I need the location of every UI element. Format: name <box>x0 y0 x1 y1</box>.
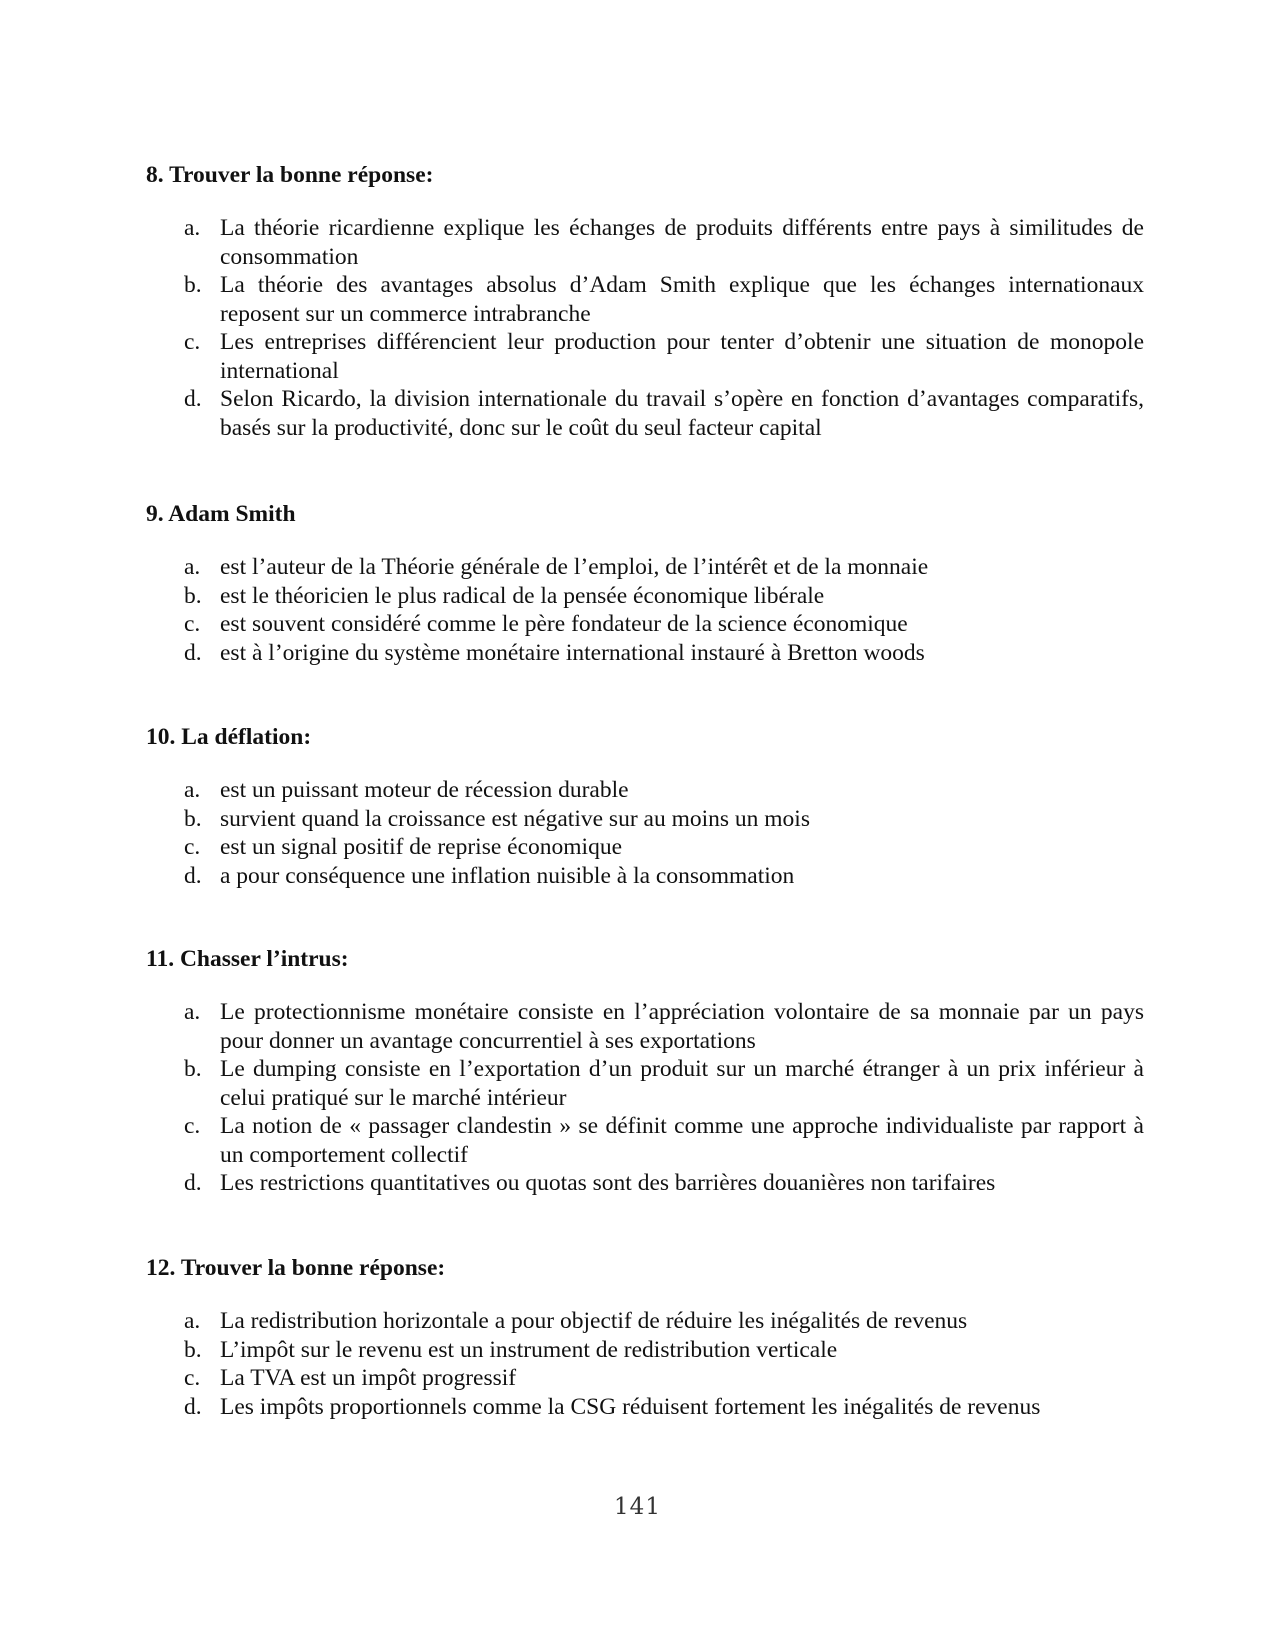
answer-option-a <box>146 553 1144 582</box>
option-letter: c. <box>184 329 201 355</box>
option-letter: c. <box>184 1113 201 1139</box>
answer-option-b <box>146 1336 1144 1365</box>
option-letter: d. <box>184 386 202 412</box>
answer-option-b <box>146 582 1144 611</box>
question-9 <box>146 500 1144 667</box>
question-title: 9. Adam Smith <box>146 501 296 527</box>
answer-option-c <box>146 610 1144 639</box>
option-letter: b. <box>184 1056 202 1082</box>
option-text: est un signal positif de reprise économique <box>220 834 623 860</box>
option-text: est à l’origine du système monétaire international instauré à Bretton woods <box>220 639 925 666</box>
option-letter: a. <box>184 554 201 580</box>
option-text: La théorie ricardienne explique les échanges de produits différents entre pays à similitudes de consommation <box>220 215 1144 270</box>
option-letter: a. <box>184 777 201 803</box>
option-text: L’impôt sur le revenu est un instrument de redistribution verticale <box>220 1336 838 1363</box>
question-8 <box>146 161 1144 442</box>
option-text: Les impôts proportionnels comme la CSG réduisent fortement les inégalités de revenus <box>220 1393 1041 1420</box>
option-text: Le protectionnisme monétaire consiste en l’appréciation volontaire de sa monnaie par un pays pour donner un avantage concurrentiel à ses exportations <box>220 999 1144 1054</box>
answer-list <box>146 998 1144 1198</box>
option-letter: d. <box>184 1170 202 1196</box>
answer-option-c <box>146 328 1144 385</box>
answer-option-c <box>146 1112 1144 1169</box>
option-letter: a. <box>184 215 201 241</box>
option-text: Les restrictions quantitatives ou quotas sont des barrières douanières non tarifaires <box>220 1170 996 1196</box>
question-title: 8. Trouver la bonne réponse: <box>146 162 434 188</box>
option-letter: b. <box>184 805 202 832</box>
option-letter: b. <box>184 272 202 298</box>
option-letter: b. <box>184 582 202 609</box>
option-text: La théorie des avantages absolus d’Adam Smith explique que les échanges internationaux reposent sur un commerce intrabranche <box>220 272 1144 327</box>
option-text: La notion de « passager clandestin » se définit comme une approche individualiste par rapport à un comportement collectif <box>220 1113 1144 1168</box>
option-text: est l’auteur de la Théorie générale de l’emploi, de l’intérêt et de la monnaie <box>220 554 929 580</box>
option-text: a pour conséquence une inflation nuisible à la consommation <box>220 862 795 889</box>
answer-option-c <box>146 833 1144 862</box>
question-title: 10. La déflation: <box>146 724 312 750</box>
option-text: survient quand la croissance est négative sur au moins un mois <box>220 805 810 832</box>
question-11 <box>146 945 1144 1198</box>
question-title: 12. Trouver la bonne réponse: <box>146 1255 446 1281</box>
answer-option-a <box>146 1307 1144 1336</box>
option-text: La redistribution horizontale a pour objectif de réduire les inégalités de revenus <box>220 1308 968 1334</box>
option-letter: d. <box>184 639 202 666</box>
answer-list <box>146 553 1144 667</box>
answer-option-d <box>146 639 1144 668</box>
option-letter: a. <box>184 1308 201 1334</box>
option-text: Selon Ricardo, la division internationale du travail s’opère en fonction d’avantages comparatifs, basés sur la productivité, donc sur le coût du seul facteur capital <box>220 386 1144 441</box>
answer-option-b <box>146 805 1144 834</box>
option-letter: c. <box>184 611 201 637</box>
option-text: est le théoricien le plus radical de la pensée économique libérale <box>220 582 825 609</box>
page-number: 141 <box>614 1494 661 1520</box>
option-text: Le dumping consiste en l’exportation d’un produit sur un marché étranger à un prix inférieur à celui pratiqué sur le marché intérieur <box>220 1056 1144 1111</box>
answer-option-b <box>146 271 1144 328</box>
option-letter: c. <box>184 1365 201 1391</box>
option-text: est un puissant moteur de récession durable <box>220 777 629 803</box>
answer-list <box>146 776 1144 890</box>
answer-option-a <box>146 776 1144 805</box>
answer-option-a <box>146 214 1144 271</box>
answer-option-b <box>146 1055 1144 1112</box>
answer-option-d <box>146 862 1144 891</box>
answer-option-a <box>146 998 1144 1055</box>
answer-list <box>146 214 1144 442</box>
option-letter: a. <box>184 999 201 1025</box>
option-letter: d. <box>184 862 202 889</box>
option-letter: b. <box>184 1336 202 1363</box>
answer-option-d <box>146 1393 1144 1422</box>
answer-option-d <box>146 1169 1144 1198</box>
answer-list <box>146 1307 1144 1421</box>
option-text: La TVA est un impôt progressif <box>220 1365 517 1391</box>
question-12 <box>146 1254 1144 1421</box>
option-letter: d. <box>184 1393 202 1420</box>
answer-option-d <box>146 385 1144 442</box>
question-title: 11. Chasser l’intrus: <box>146 946 349 972</box>
option-letter: c. <box>184 834 201 860</box>
option-text: Les entreprises différencient leur production pour tenter d’obtenir une situation de monopole international <box>220 329 1144 384</box>
option-text: est souvent considéré comme le père fondateur de la science économique <box>220 611 908 637</box>
answer-option-c <box>146 1364 1144 1393</box>
question-10 <box>146 723 1144 890</box>
